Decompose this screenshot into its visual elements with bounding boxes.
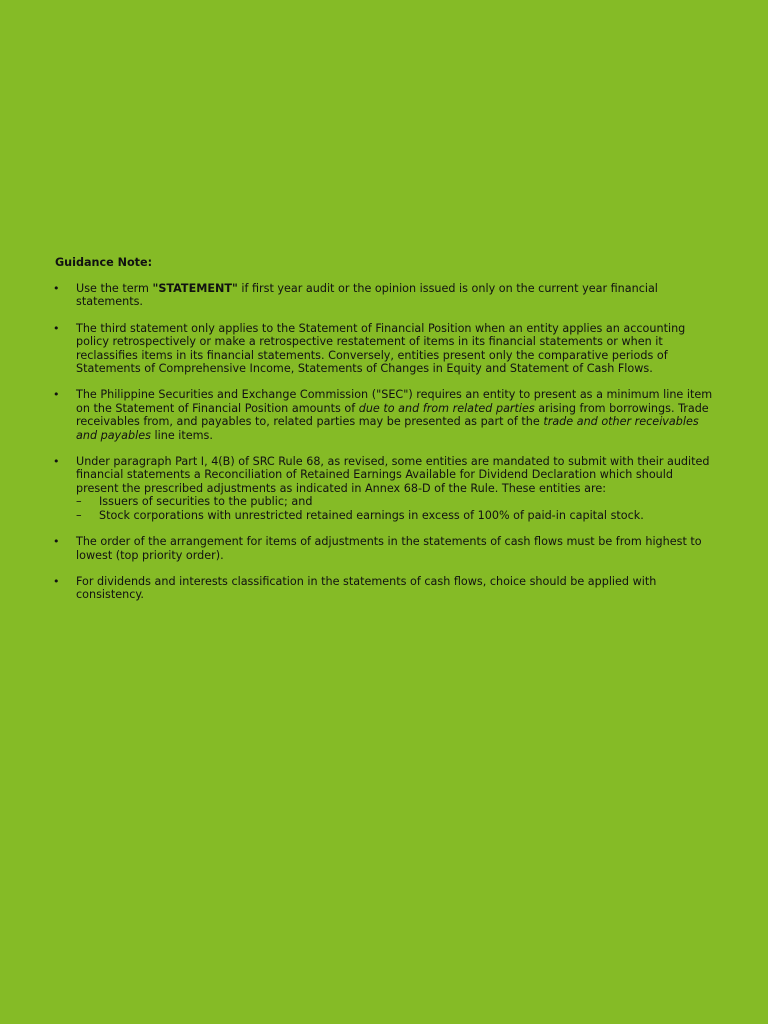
guidance-item — [53, 282, 713, 309]
item-text: For dividends and interests classification in the statements of cash flows, choice should be applied with consistency. — [76, 574, 657, 602]
guidance-item — [53, 322, 713, 376]
guidance-item — [53, 535, 713, 562]
guidance-item — [53, 575, 713, 602]
bullet-icon: • — [53, 455, 60, 469]
item-italic-term: trade and other receivables and payables — [76, 415, 699, 442]
item-text: The order of the arrangement for items of adjustments in the statements of cash flows must be from highest to lowest (top priority order). — [76, 535, 702, 562]
sub-list — [76, 495, 713, 522]
guidance-item — [53, 455, 713, 522]
item-bold-term: "STATEMENT" — [152, 282, 238, 295]
item-italic-term: due to and from related parties — [358, 401, 535, 415]
item-text: line items. — [150, 428, 213, 442]
item-text: if first year audit or the opinion issued is only on the current year financial statements. — [76, 282, 658, 309]
sub-list-item — [76, 495, 713, 508]
sub-list-item — [76, 509, 713, 522]
dash-icon: – — [76, 508, 82, 522]
item-text: Use the term — [76, 282, 153, 295]
bullet-icon: • — [53, 388, 60, 402]
item-text: Under paragraph Part I, 4(B) of SRC Rule 68, as revised, some entities are mandated to submit with their audited financial statements a Reconciliation of Retained Earnings Available for Dividend Declaration which should present the prescribed adjustments as indicated in Annex 68-D of the Rule. These entities are: — [76, 455, 710, 495]
sub-item-text: Issuers of securities to the public; and — [99, 495, 313, 509]
bullet-icon: • — [53, 574, 60, 588]
item-text: The third statement only applies to the Statement of Financial Position when an entity applies an accounting policy retrospectively or make a retrospective restatement of items in its financial statements or when it reclassifies items in its financial statements. Conversely, entities present only the comparative periods of Statements of Comprehensive Income, Statements of Changes in Equity and Statement of Cash Flows. — [76, 321, 686, 376]
dash-icon: – — [76, 495, 82, 509]
bullet-icon: • — [53, 282, 60, 295]
guidance-heading: Guidance Note: — [55, 256, 153, 269]
sub-item-text: Stock corporations with unrestricted retained earnings in excess of 100% of paid-in capital stock. — [99, 508, 644, 522]
guidance-note — [53, 256, 713, 615]
item-text: The Philippine Securities and Exchange Commission ("SEC") requires an entity to present as a minimum line item on the Statement of Financial Position amounts of — [76, 388, 713, 415]
bullet-icon: • — [53, 321, 60, 335]
guidance-list — [53, 282, 713, 602]
guidance-item — [53, 388, 713, 442]
item-text: arising from borrowings. Trade receivables from, and payables to, related parties may be presented as part of the — [76, 401, 709, 429]
bullet-icon: • — [53, 535, 60, 549]
